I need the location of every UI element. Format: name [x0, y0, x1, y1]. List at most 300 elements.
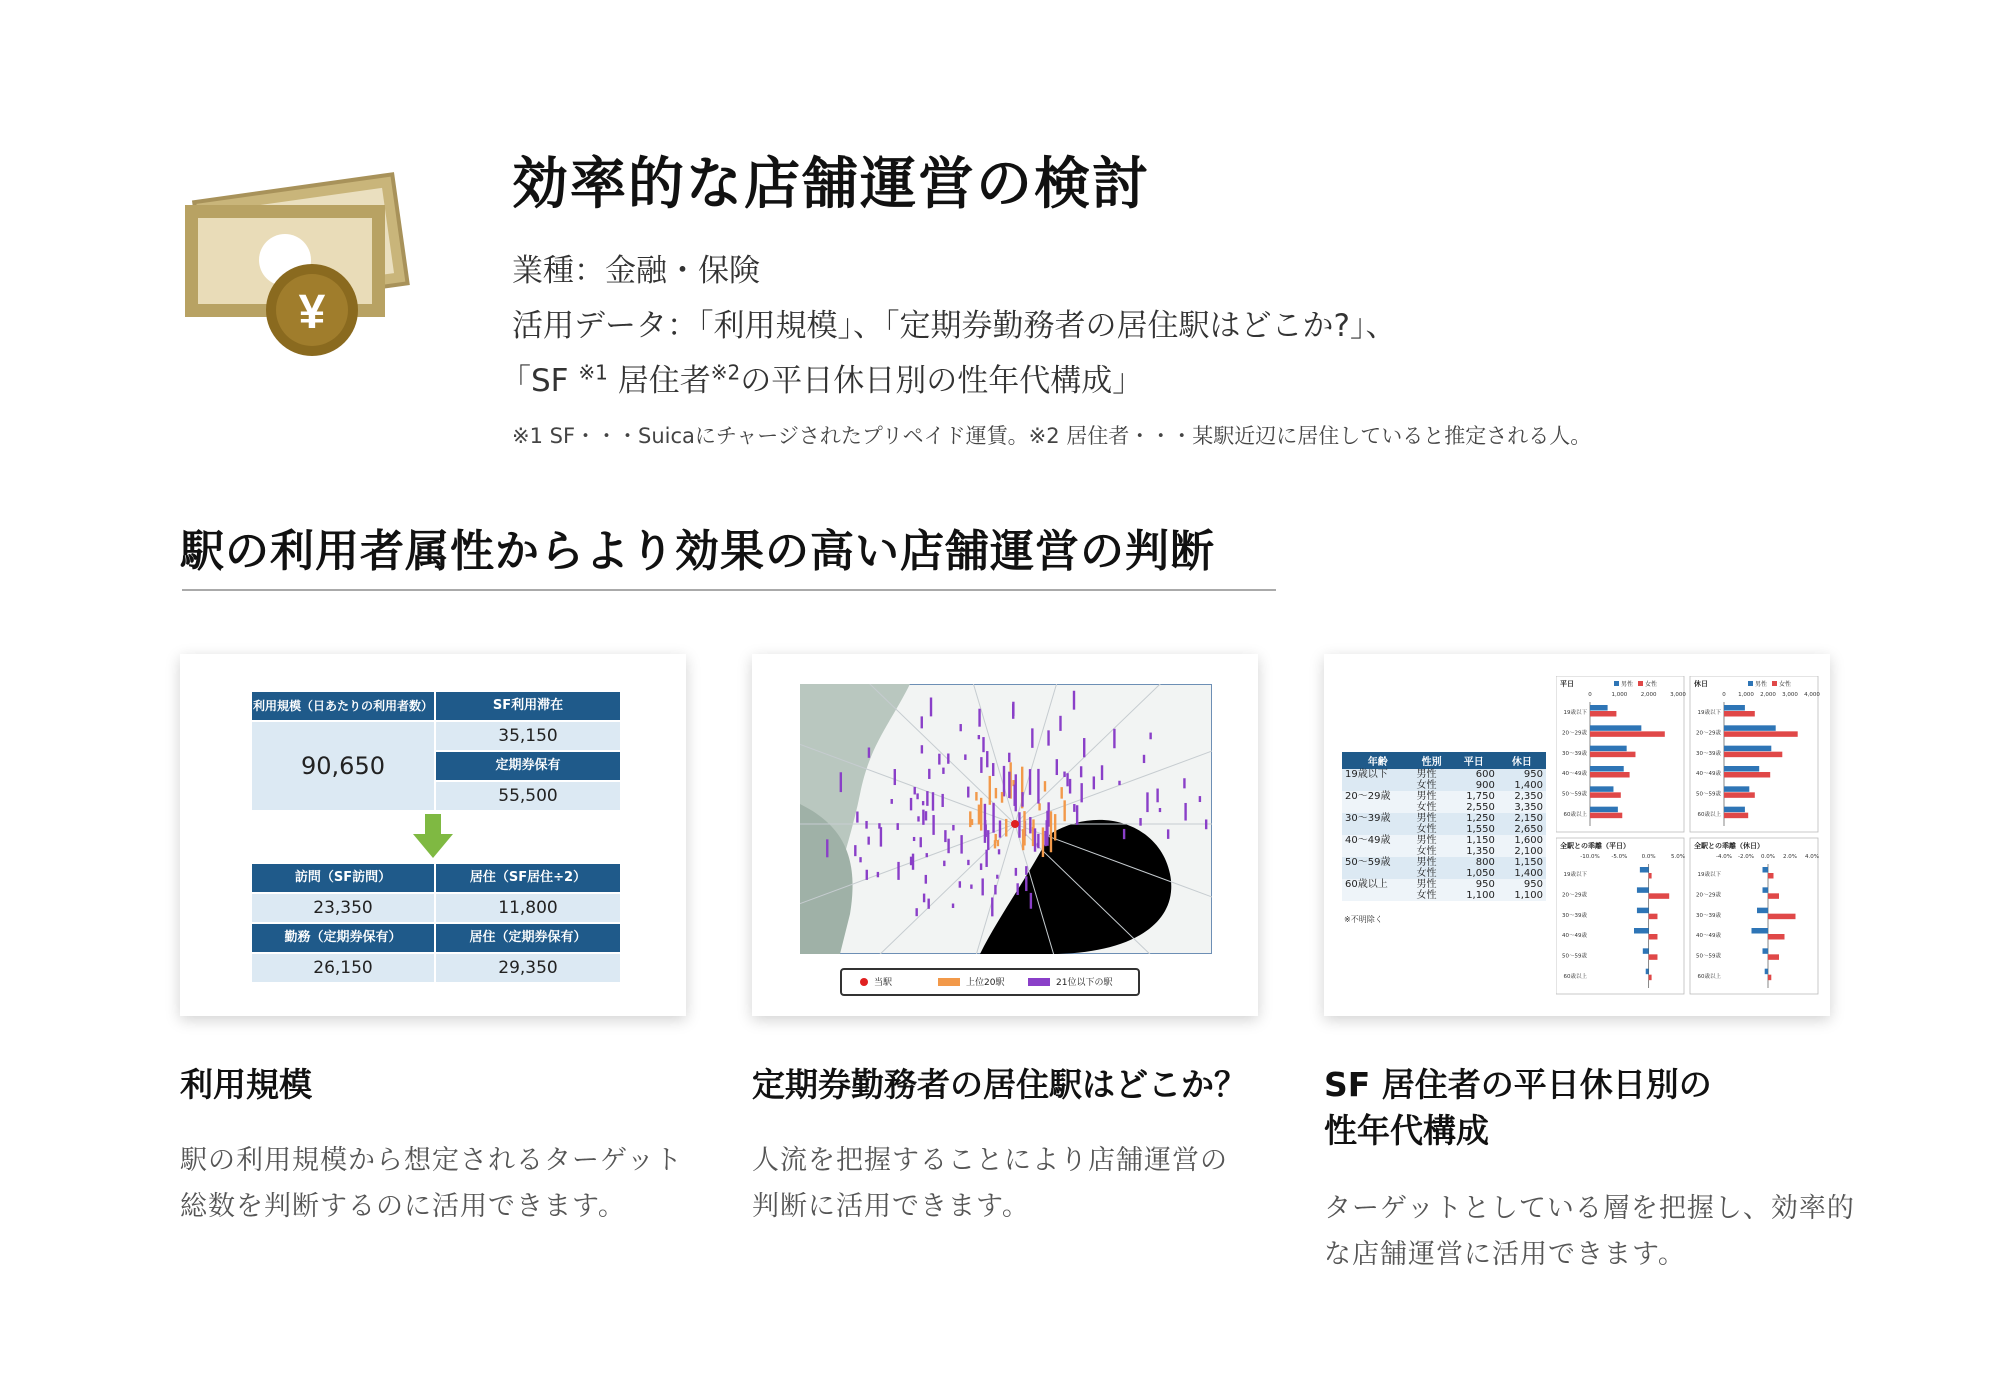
station-bar	[980, 863, 982, 870]
station-bar	[1016, 883, 1018, 895]
station-bar	[960, 835, 962, 853]
sf-stay-header: SF利用滞在	[436, 692, 620, 720]
table-cell: 2,650	[1514, 824, 1543, 835]
station-bar	[982, 737, 984, 752]
chart-bar	[1724, 792, 1755, 798]
table-cell: 1,250	[1466, 813, 1495, 824]
station-bar	[927, 899, 929, 909]
station-bar	[944, 830, 946, 842]
tick-label: -10.0%	[1580, 854, 1600, 860]
table-cell: 女性	[1416, 802, 1437, 813]
station-bar	[947, 839, 949, 854]
station-bar	[1066, 773, 1068, 786]
station-bar	[941, 794, 943, 807]
table-cell: 女性	[1416, 780, 1437, 791]
table-header-cell: 平日	[1450, 752, 1498, 769]
category-label: 50～59歳	[1562, 953, 1587, 960]
chart-bar	[1590, 792, 1621, 798]
tick-label: 4.0%	[1805, 854, 1819, 860]
table-cell	[1342, 780, 1414, 791]
station-bar	[867, 837, 869, 845]
category-label: 19歳以下	[1563, 872, 1587, 879]
station-bar	[1063, 772, 1065, 778]
station-bar	[1044, 781, 1046, 791]
table-cell: 600	[1475, 769, 1495, 780]
category-label: 30～39歳	[1696, 750, 1721, 757]
station-bar	[994, 840, 996, 848]
chart-bar	[1768, 873, 1774, 879]
usage-value: 90,650	[252, 722, 434, 810]
col3-description: ターゲットとしている層を把握し、効率的 な店舗運営に活用できます。	[1324, 1193, 1855, 1270]
table-row	[1342, 791, 1546, 802]
station-bar	[912, 854, 914, 870]
station-bar	[928, 769, 930, 779]
category-label: 20～29歳	[1696, 892, 1721, 899]
legend-swatch	[1638, 681, 1643, 686]
category-label: 30～39歳	[1562, 912, 1587, 919]
chart-bar	[1763, 887, 1769, 893]
station-bar	[992, 803, 994, 833]
table-cell: 2,550	[1466, 802, 1495, 813]
table-cell: 男性	[1416, 813, 1437, 824]
station-bar	[938, 754, 940, 765]
chart-bar	[1724, 711, 1755, 717]
table-note: ※不明除く	[1344, 915, 1383, 924]
table-cell: 1,400	[1514, 780, 1543, 791]
table-cell: 女性	[1416, 824, 1437, 835]
station-bar	[1012, 704, 1014, 719]
station-bar	[1183, 778, 1185, 788]
station-bar	[1093, 776, 1095, 789]
tick-label: 3,000	[1782, 692, 1798, 698]
station-bar	[964, 754, 966, 760]
chart-bar	[1724, 807, 1745, 813]
station-bar	[932, 792, 934, 810]
station-bar	[894, 769, 896, 785]
table-cell: 20～29歳	[1345, 791, 1391, 802]
category-label: 40～49歳	[1562, 771, 1587, 778]
station-bar	[1149, 733, 1151, 740]
station-bar	[926, 791, 928, 806]
station-bar	[960, 724, 962, 731]
station-bar	[1015, 868, 1017, 876]
legend-swatch-other	[1028, 978, 1050, 986]
station-bar	[985, 850, 987, 867]
commuter-value: 55,500	[436, 782, 620, 810]
chart-bar	[1768, 934, 1785, 940]
station-bar	[989, 776, 991, 805]
chart-bar	[1590, 731, 1665, 737]
table-cell: 1,150	[1466, 835, 1495, 846]
station-bar	[952, 904, 954, 908]
legend-label-this-station: 当駅	[874, 978, 893, 988]
station-bar	[913, 837, 915, 841]
demographic-chart	[1690, 676, 1820, 832]
table-row	[1342, 835, 1546, 846]
chart-bar	[1768, 893, 1779, 899]
demographic-chart	[1556, 676, 1686, 832]
col1-description: 駅の利用規模から想定されるターゲット 総数を判断するのに活用できます。	[180, 1145, 683, 1222]
table-cell: 1,750	[1466, 791, 1495, 802]
station-bar	[1159, 808, 1161, 812]
category-label: 20～29歳	[1562, 892, 1587, 899]
station-bar	[1008, 753, 1010, 762]
tick-label: 0	[1588, 692, 1592, 698]
station-bar	[1076, 805, 1078, 825]
category-label: 60歳以上	[1563, 811, 1587, 818]
resident-sf-header: 居住（SF居住÷2）	[436, 864, 620, 892]
station-bar	[967, 787, 969, 798]
usage-scale-card	[180, 654, 686, 1016]
station-bar	[978, 735, 980, 739]
chart-bar	[1724, 786, 1749, 792]
station-bar	[1069, 779, 1071, 794]
station-bar	[891, 799, 893, 804]
station-bar	[967, 860, 969, 865]
station-bar	[995, 834, 997, 841]
station-bar	[942, 768, 944, 774]
table-cell: 950	[1475, 879, 1495, 890]
station-bar	[992, 763, 994, 776]
table-row	[1342, 769, 1546, 780]
station-bar	[1113, 729, 1115, 748]
station-bar	[1073, 804, 1075, 812]
station-bar	[1037, 769, 1039, 804]
station-bar	[1029, 769, 1031, 795]
chart-bar	[1590, 786, 1613, 792]
table-header-cell: 年齢	[1342, 752, 1414, 769]
station-bar	[1146, 792, 1148, 812]
table-cell: 男性	[1416, 835, 1437, 846]
station-bar	[1003, 766, 1005, 797]
arrow-down-icon	[413, 814, 453, 858]
station-bar	[1063, 800, 1065, 821]
station-bar	[922, 810, 924, 825]
station-bar	[840, 772, 842, 792]
chart-bar	[1724, 746, 1771, 752]
chart-bar	[1724, 725, 1776, 731]
category-label: 20～29歳	[1696, 730, 1721, 737]
category-label: 50～59歳	[1696, 953, 1721, 960]
yen-banknote-icon	[180, 145, 420, 365]
station-bar	[1080, 783, 1082, 802]
table-cell: 男性	[1416, 791, 1437, 802]
tick-label: 1,000	[1738, 692, 1754, 698]
tick-label: 0.0%	[1761, 854, 1775, 860]
visit-header: 訪問（SF訪問）	[252, 864, 434, 892]
table-cell: 950	[1523, 879, 1543, 890]
station-bar	[1073, 691, 1075, 710]
table-cell	[1342, 890, 1414, 901]
legend-label: 女性	[1645, 681, 1658, 688]
table-cell: 2,100	[1514, 846, 1543, 857]
station-bar	[868, 747, 870, 757]
legend-swatch-this-station	[860, 978, 868, 986]
chart-bar	[1643, 948, 1649, 954]
legend-swatch	[1772, 681, 1777, 686]
station-bar	[1008, 772, 1010, 798]
industry-text: 業種：金融・保険	[512, 253, 760, 289]
tick-label: 0	[1722, 692, 1726, 698]
station-bar	[1123, 829, 1125, 839]
map-legend	[840, 968, 1140, 996]
chart-bar	[1649, 954, 1658, 960]
station-bar	[987, 830, 989, 850]
chart-title: 全駅との乖離（平日）	[1560, 842, 1630, 850]
station-bar	[897, 862, 899, 880]
category-label: 19歳以下	[1563, 710, 1587, 717]
category-label: 30～39歳	[1696, 912, 1721, 919]
data-used-text-1: 活用データ：「利用規模」、「定期券勤務者の居住駅はどこか?」、	[512, 308, 1397, 344]
chart-bar	[1590, 725, 1641, 731]
table-header-cell: 休日	[1498, 752, 1546, 769]
chart-bar	[1649, 873, 1652, 879]
station-bar	[859, 857, 861, 862]
station-bar	[1025, 876, 1027, 891]
category-label: 60歳以上	[1563, 973, 1587, 980]
tick-label: 1,000	[1611, 692, 1628, 698]
station-bar	[1034, 828, 1036, 851]
chart-bar	[1724, 766, 1759, 772]
station-bar	[1047, 730, 1049, 745]
commuter-map	[800, 684, 1212, 954]
station-bar	[914, 787, 916, 794]
chart-bar	[1634, 928, 1649, 934]
chart-bar	[1757, 908, 1768, 914]
chart-bar	[1724, 813, 1748, 819]
tick-label: 2,000	[1760, 692, 1776, 698]
chart-bar	[1590, 705, 1608, 711]
page-title: 効率的な店舗運営の検討	[512, 152, 1150, 217]
table-cell: 女性	[1416, 890, 1437, 901]
station-bar	[925, 875, 927, 884]
station-bar	[994, 885, 996, 895]
chart-bar	[1640, 867, 1649, 873]
chart-bar	[1724, 772, 1770, 778]
col3-title: SF 居住者の平日休日別の 性年代構成	[1324, 1065, 1712, 1150]
station-bar	[980, 798, 982, 831]
table-cell: 男性	[1416, 879, 1437, 890]
table-cell: 1,100	[1466, 890, 1495, 901]
station-bar	[1044, 831, 1046, 846]
tick-label: -5.0%	[1611, 854, 1628, 860]
col2-title: 定期券勤務者の居住駅はどこか？	[752, 1065, 1247, 1104]
demographics-table	[1342, 752, 1546, 901]
station-bar	[866, 870, 868, 880]
station-bar	[1050, 811, 1052, 852]
table-row	[1342, 868, 1546, 879]
demographic-chart	[1556, 838, 1685, 994]
table-cell: 950	[1523, 769, 1543, 780]
chart-bar	[1637, 908, 1649, 914]
commuter-header: 定期券保有	[436, 752, 620, 780]
usage-header: 利用規模（日あたりの利用者数）	[252, 692, 434, 720]
table-cell: 60歳以上	[1345, 879, 1388, 890]
table-cell: 1,100	[1514, 890, 1543, 901]
table-row	[1342, 846, 1546, 857]
chart-bar	[1752, 928, 1769, 934]
station-bar	[1038, 803, 1040, 810]
table-cell: 1,050	[1466, 868, 1495, 879]
station-bar	[1118, 781, 1120, 785]
legend-swatch-top20	[938, 978, 960, 986]
resident-commuter-header: 居住（定期券保有）	[436, 924, 620, 952]
tick-label: 2.0%	[1783, 854, 1797, 860]
station-bar	[854, 845, 856, 856]
station-bar	[1029, 817, 1031, 833]
station-bar	[878, 823, 880, 828]
category-label: 50～59歳	[1696, 791, 1721, 798]
chart-bar	[1590, 766, 1624, 772]
table-cell	[1342, 846, 1414, 857]
tick-label: -2.0%	[1738, 854, 1754, 860]
table-cell: 2,350	[1514, 791, 1543, 802]
station-bar	[910, 798, 912, 810]
table-row	[1342, 890, 1546, 901]
table-cell: 男性	[1416, 857, 1437, 868]
chart-bar	[1649, 893, 1670, 899]
station-bar	[880, 827, 882, 846]
svg-text:¥: ¥	[298, 286, 326, 339]
category-label: 40～49歳	[1562, 933, 1587, 940]
table-header-cell: 性別	[1414, 752, 1450, 769]
station-bar	[826, 839, 828, 857]
table-cell: 800	[1475, 857, 1495, 868]
tick-label: 0.0%	[1641, 854, 1656, 860]
commuter-residence-map-card	[752, 654, 1258, 1016]
resident-commuter-value: 29,350	[436, 954, 620, 982]
table-cell: 30～39歳	[1345, 813, 1391, 824]
chart-bar	[1590, 772, 1630, 778]
table-cell: 男性	[1416, 769, 1437, 780]
chart-bar	[1590, 746, 1627, 752]
station-bar	[920, 837, 922, 847]
station-bar	[1031, 728, 1033, 747]
category-label: 40～49歳	[1696, 771, 1721, 778]
chart-title: 平日	[1560, 680, 1574, 688]
chart-title: 休日	[1694, 680, 1708, 688]
station-bar	[926, 853, 928, 857]
station-bar	[984, 820, 986, 836]
visit-value: 23,350	[252, 894, 434, 922]
station-bar	[1056, 759, 1058, 775]
table-row	[1342, 802, 1546, 813]
station-bar	[915, 908, 917, 916]
work-header: 勤務（定期券保有）	[252, 924, 434, 952]
station-bar	[1001, 792, 1003, 803]
station-bar	[916, 793, 918, 799]
table-cell: 1,350	[1466, 846, 1495, 857]
chart-bar	[1765, 969, 1768, 975]
station-bar	[996, 875, 998, 879]
chart-bar	[1724, 752, 1782, 758]
category-label: 19歳以下	[1697, 872, 1721, 879]
station-bar	[943, 861, 945, 866]
chart-bar	[1763, 867, 1769, 873]
data-used-text-2: 「SF $^{※1}$ 居住者$^{※2}$の平日休日別の性年代構成」	[500, 360, 1144, 399]
chart-bar	[1649, 975, 1652, 981]
category-label: 40～49歳	[1696, 933, 1721, 940]
station-bar	[999, 820, 1001, 837]
work-value: 26,150	[252, 954, 434, 982]
station-bar	[1021, 792, 1023, 807]
station-bar	[1059, 716, 1061, 731]
table-cell: 900	[1475, 780, 1495, 791]
station-bar	[922, 801, 924, 805]
table-cell: 1,600	[1514, 835, 1543, 846]
station-bar	[986, 751, 988, 767]
tick-label: 5.0%	[1671, 854, 1685, 860]
col1-title: 利用規模	[180, 1065, 312, 1104]
table-row	[1342, 857, 1546, 868]
legend-swatch	[1748, 681, 1753, 686]
station-bar	[932, 815, 934, 835]
chart-bar	[1649, 934, 1658, 940]
station-bar	[1167, 829, 1169, 839]
table-cell: 1,550	[1466, 824, 1495, 835]
demographics-card	[1324, 654, 1830, 1016]
station-bar	[1080, 766, 1082, 777]
station-bar	[1083, 738, 1085, 757]
station-bar	[981, 878, 983, 895]
station-bar	[995, 788, 997, 798]
station-bar	[1184, 803, 1186, 821]
station-bar	[959, 881, 961, 887]
chart-bar	[1724, 705, 1745, 711]
tick-label: -4.0%	[1716, 854, 1732, 860]
legend-label: 女性	[1779, 681, 1792, 688]
table-cell: 2,150	[1514, 813, 1543, 824]
table-cell: 19歳以下	[1345, 769, 1388, 780]
station-bar	[1101, 765, 1103, 780]
tick-label: 2,000	[1640, 692, 1657, 698]
legend-label-top20: 上位20駅	[966, 978, 1005, 988]
legend-label: 男性	[1755, 681, 1768, 688]
legend-label-other: 21位以下の駅	[1056, 978, 1113, 988]
station-bar	[930, 698, 932, 717]
section-heading: 駅の利用者属性からより効果の高い店舗運営の判断	[180, 526, 1215, 577]
table-cell: 40～49歳	[1345, 835, 1391, 846]
table-row	[1342, 879, 1546, 890]
table-row	[1342, 780, 1546, 791]
chart-bar	[1768, 954, 1779, 960]
chart-bar	[1649, 914, 1658, 920]
station-bar	[865, 821, 867, 829]
chart-bar	[1768, 914, 1796, 920]
chart-bar	[1637, 887, 1649, 893]
table-cell	[1342, 868, 1414, 879]
table-cell	[1342, 802, 1414, 813]
station-bar	[1037, 834, 1039, 848]
col2-description: 人流を把握することにより店舗運営の 判断に活用できます。	[752, 1145, 1228, 1222]
station-bar	[923, 894, 925, 903]
table-cell: 1,150	[1514, 857, 1543, 868]
demographic-chart	[1690, 838, 1819, 994]
chart-bar	[1590, 807, 1618, 813]
station-bar	[921, 716, 923, 728]
station-bar	[1139, 818, 1141, 826]
station-bar	[1199, 796, 1201, 802]
chart-bar	[1590, 711, 1616, 717]
station-bar	[952, 825, 954, 830]
station-bar	[1054, 814, 1056, 840]
table-cell: 女性	[1416, 868, 1437, 879]
sf-stay-value: 35,150	[436, 722, 620, 750]
category-label: 60歳以上	[1697, 811, 1721, 818]
station-bar	[1205, 819, 1207, 829]
station-bar	[1005, 819, 1007, 837]
tick-label: 3,000	[1670, 692, 1686, 698]
